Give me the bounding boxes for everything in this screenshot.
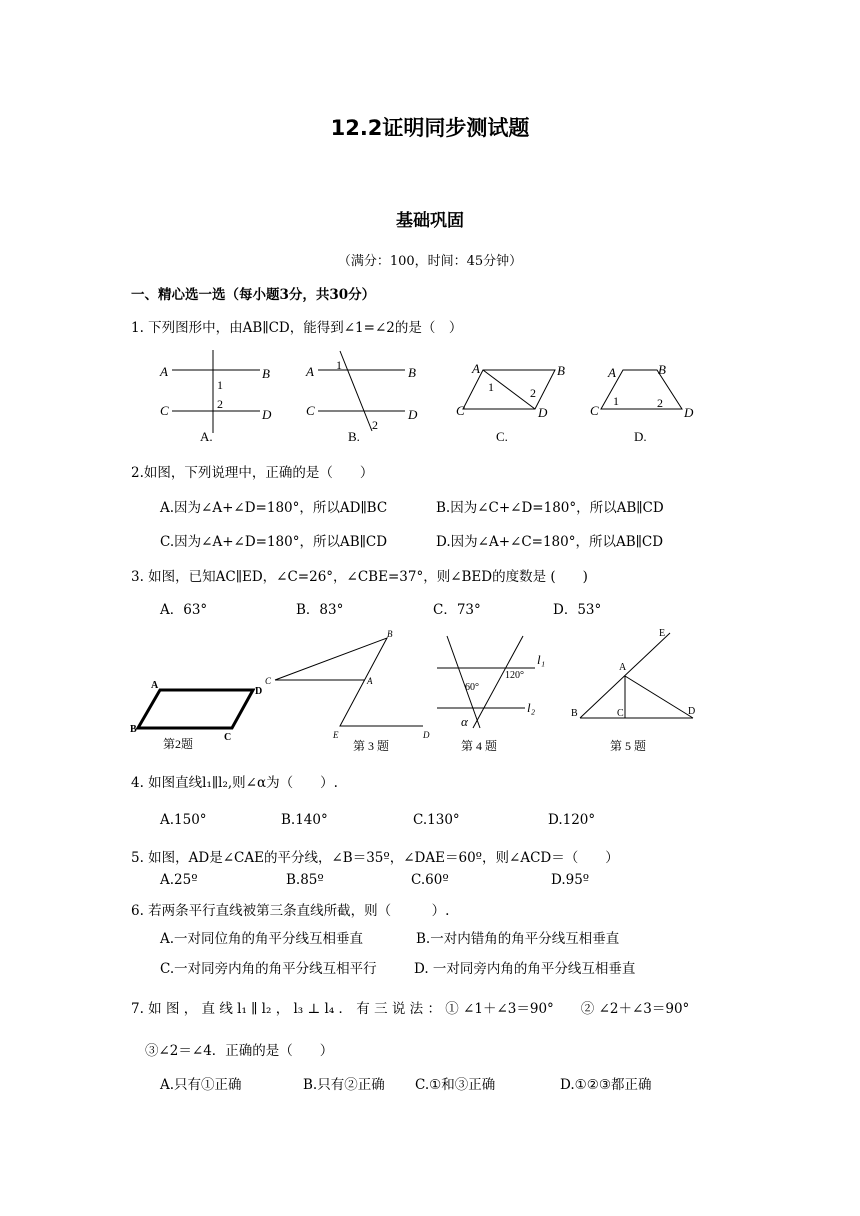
question-2-option-a: A.因为∠A+∠D=180°，所以AD∥BC [160,500,388,516]
figure-4-l1: l₁ [537,652,546,667]
question-3-option-b: B．83° [296,602,344,618]
question-6-option-d: D. 一对同旁内角的角平分线互相垂直 [414,961,636,977]
svg-text:B: B [130,724,137,735]
question-6-option-b: B.一对内错角的角平分线互相垂直 [416,931,620,947]
svg-text:B: B [387,629,393,639]
figure-2 [130,680,262,751]
question-6-stem: 6. 若两条平行直线被第三条直线所截，则（ ）. [131,903,450,919]
svg-text:D: D [255,686,263,697]
question-5-option-c: C.60º [411,872,449,888]
question-1-figures [150,345,710,445]
svg-text:C: C [306,403,315,418]
q1-caption-b: B. [348,429,360,444]
svg-text:E: E [659,628,666,639]
question-3-option-d: D．53° [553,602,602,618]
question-5-option-b: B.85º [286,872,324,888]
question-2-option-c: C.因为∠A+∠D=180°，所以AB∥CD [160,534,388,550]
question-7-option-b: B.只有②正确 [303,1077,385,1093]
question-3-option-a: A．63° [160,602,208,618]
svg-text:2: 2 [530,386,536,400]
svg-text:D: D [408,407,418,422]
svg-text:C: C [265,676,272,686]
question-4-option-b: B.140° [281,812,328,828]
svg-text:2: 2 [217,397,223,411]
svg-text:1: 1 [488,380,494,394]
question-7-option-d: D.①②③都正确 [560,1077,652,1093]
svg-text:A: A [306,364,314,379]
svg-text:C: C [160,403,169,418]
svg-text:B: B [262,366,270,381]
svg-text:2: 2 [372,418,378,432]
question-7-option-a: A.只有①正确 [160,1077,242,1093]
question-6-option-a: A.一对同位角的角平分线互相垂直 [160,931,364,947]
svg-text:A: A [151,680,159,691]
question-7-stem: 7. 如 图 ， 直 线 l₁ ∥ l₂ ， l₃ ⊥ l₄ ． 有 三 说 法 ： ① ∠1＋∠3＝90° ② ∠2＋∠3＝90° [131,1001,690,1017]
figure-3 [265,629,430,753]
svg-text:A: A [472,361,480,376]
svg-text:C: C [224,732,232,743]
svg-text:B: B [557,363,565,378]
svg-text:B: B [408,365,416,380]
svg-text:1: 1 [336,358,342,372]
question-4-stem: 4. 如图直线l₁∥l₂,则∠α为（ ）. [131,775,338,791]
figure-5-caption: 第 5 题 [610,739,647,753]
exam-meta: （满分：100，时间：45分钟） [337,254,523,269]
q1-figure-b [305,351,418,432]
figure-4-l2: l₂ [527,700,536,715]
q1-caption-c: C. [496,429,508,444]
svg-text:D: D [262,407,272,422]
page-title: 12.2证明同步测试题 [330,116,530,140]
question-3-option-c: C．73° [433,602,481,618]
svg-text:D: D [684,405,694,420]
figure-5 [571,628,695,753]
figure-2-caption: 第2题 [163,737,194,751]
question-5-stem: 5. 如图，AD是∠CAE的平分线，∠B＝35º，∠DAE＝60º，则∠ACD＝（ ） [131,850,619,866]
question-5-option-d: D.95º [551,872,590,888]
svg-text:A: A [160,364,168,379]
section-heading: 一、精心选一选（每小题3分，共30分） [131,287,376,303]
q1-figure-c [456,361,565,420]
svg-text:1: 1 [613,394,619,408]
figure-3-caption: 第 3 题 [353,739,390,753]
q1-figure-d [590,362,694,420]
svg-text:2: 2 [657,396,663,410]
svg-text:A: A [367,676,373,686]
question-1-stem: 1. 下列图形中，由AB∥CD，能得到∠1=∠2的是（ ） [131,320,463,336]
question-6-option-c: C.一对同旁内角的角平分线互相平行 [160,961,377,977]
figures-row [125,628,705,758]
svg-text:D: D [688,706,696,717]
question-7-option-c: C.①和③正确 [415,1077,496,1093]
figure-4 [437,636,545,753]
svg-text:A: A [608,365,616,380]
svg-text:D: D [538,405,548,420]
question-4-option-a: A.150° [160,812,207,828]
svg-text:C: C [590,403,599,418]
svg-text:1: 1 [217,378,223,392]
svg-text:E: E [333,730,339,740]
q1-caption-a: A. [200,429,213,444]
figure-4-angle-60: 60° [465,682,479,693]
svg-text:C: C [617,708,624,719]
figure-4-alpha: α [461,714,468,729]
section-subtitle: 基础巩固 [396,211,464,231]
question-4-option-c: C.130° [413,812,460,828]
svg-text:A: A [619,662,627,673]
svg-text:B: B [571,708,578,719]
question-2-option-b: B.因为∠C+∠D=180°，所以AB∥CD [436,500,664,516]
question-2-stem: 2.如图，下列说理中，正确的是（ ） [131,465,374,481]
question-3-stem: 3. 如图，已知AC∥ED，∠C=26°，∠CBE=37°，则∠BED的度数是 ( ) [131,569,588,585]
question-2-option-d: D.因为∠A+∠C=180°，所以AB∥CD [436,534,664,550]
svg-text:C: C [456,403,465,418]
figure-4-caption: 第 4 题 [461,739,498,753]
question-4-option-d: D.120° [548,812,596,828]
question-5-option-a: A.25º [160,872,198,888]
q1-caption-d: D. [634,429,647,444]
question-7-stem-continued: ③∠2＝∠4．正确的是（ ） [145,1043,334,1059]
svg-text:B: B [658,362,666,377]
svg-text:D: D [423,730,430,740]
figure-4-angle-120: 120° [505,670,524,681]
q1-figure-a [159,350,272,433]
